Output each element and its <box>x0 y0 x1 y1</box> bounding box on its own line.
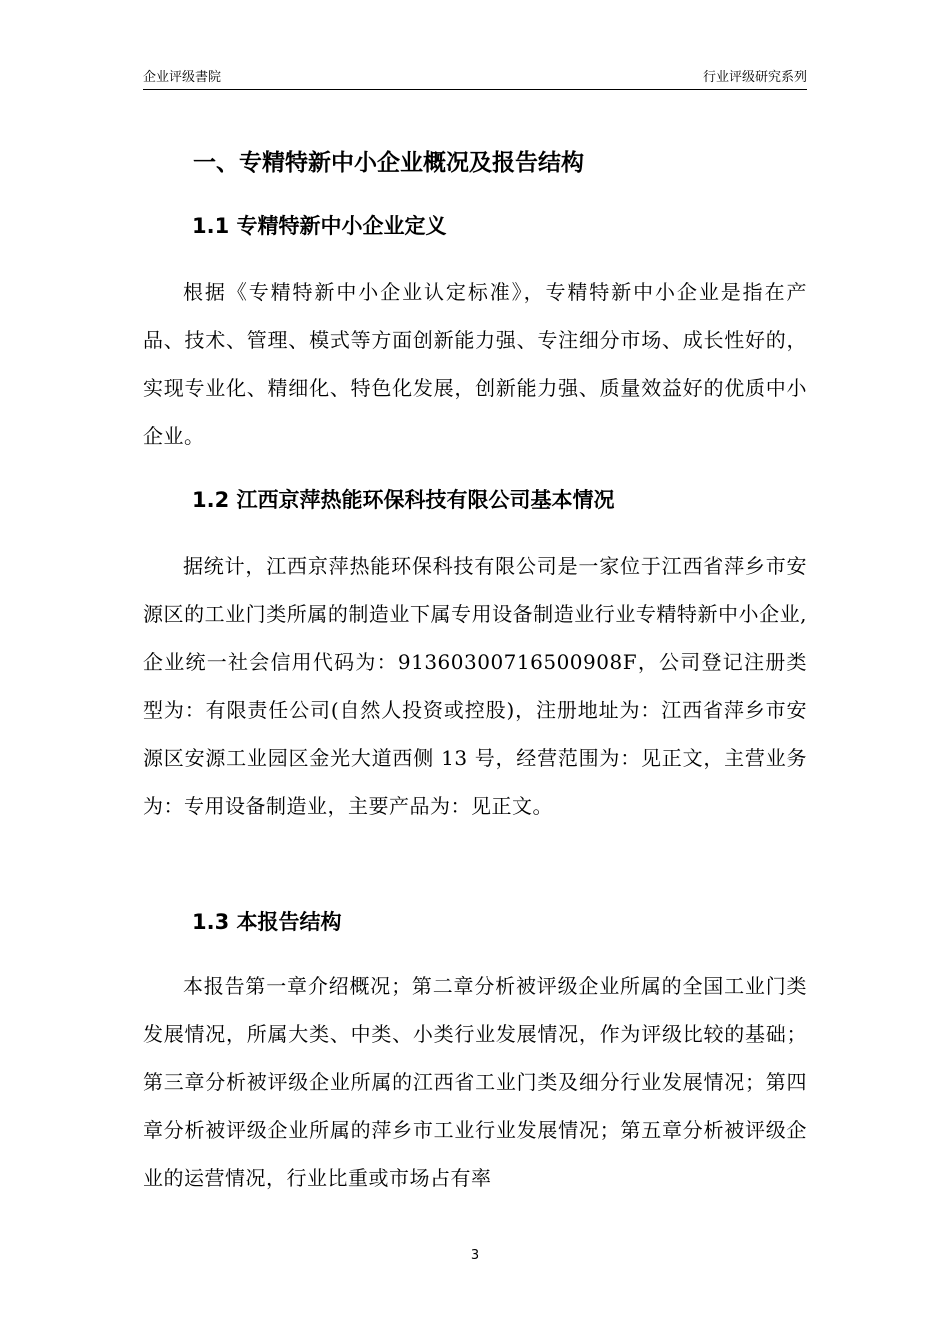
paragraph-definition: 根据《专精特新中小企业认定标准》，专精特新中小企业是指在产品、技术、管理、模式等方面创新能力强、专注细分市场、成长性好的，实现专业化、精细化、特色化发展，创新能力强、质量效益好的优质中小企业。 <box>143 280 807 448</box>
subsection-heading-1-3: 1.3 本报告结构 <box>192 910 342 934</box>
header-divider <box>143 89 807 90</box>
page-header <box>143 68 807 88</box>
paragraph-company-info: 据统计，江西京萍热能环保科技有限公司是一家位于江西省萍乡市安源区的工业门类所属的制造业下属专用设备制造业行业专精特新中小企业,企业统一社会信用代码为：91360300716500908F，公司登记注册类型为：有限责任公司(自然人投资或控股)，注册地址为：江西省萍乡市安源区安源工业园区金光大道西侧 13 号，经营范围为：见正文，主营业务为：专用设备制造业，主要产品为：见正文。 <box>143 554 807 818</box>
page-number: 3 <box>470 1248 480 1263</box>
header-right-text: 行业评级研究系列 <box>702 70 807 85</box>
header-left-text: 企业评级書院 <box>143 70 222 85</box>
subsection-heading-1-1: 1.1 专精特新中小企业定义 <box>192 214 447 238</box>
subsection-heading-1-2: 1.2 江西京萍热能环保科技有限公司基本情况 <box>192 488 615 512</box>
paragraph-report-structure: 本报告第一章介绍概况；第二章分析被评级企业所属的全国工业门类发展情况，所属大类、中类、小类行业发展情况，作为评级比较的基础；第三章分析被评级企业所属的江西省工业门类及细分行业发展情况；第四章分析被评级企业所属的萍乡市工业行业发展情况；第五章分析被评级企业的运营情况，行业比重或市场占有率 <box>143 974 807 1190</box>
section-title: 一、专精特新中小企业概况及报告结构 <box>193 150 584 176</box>
